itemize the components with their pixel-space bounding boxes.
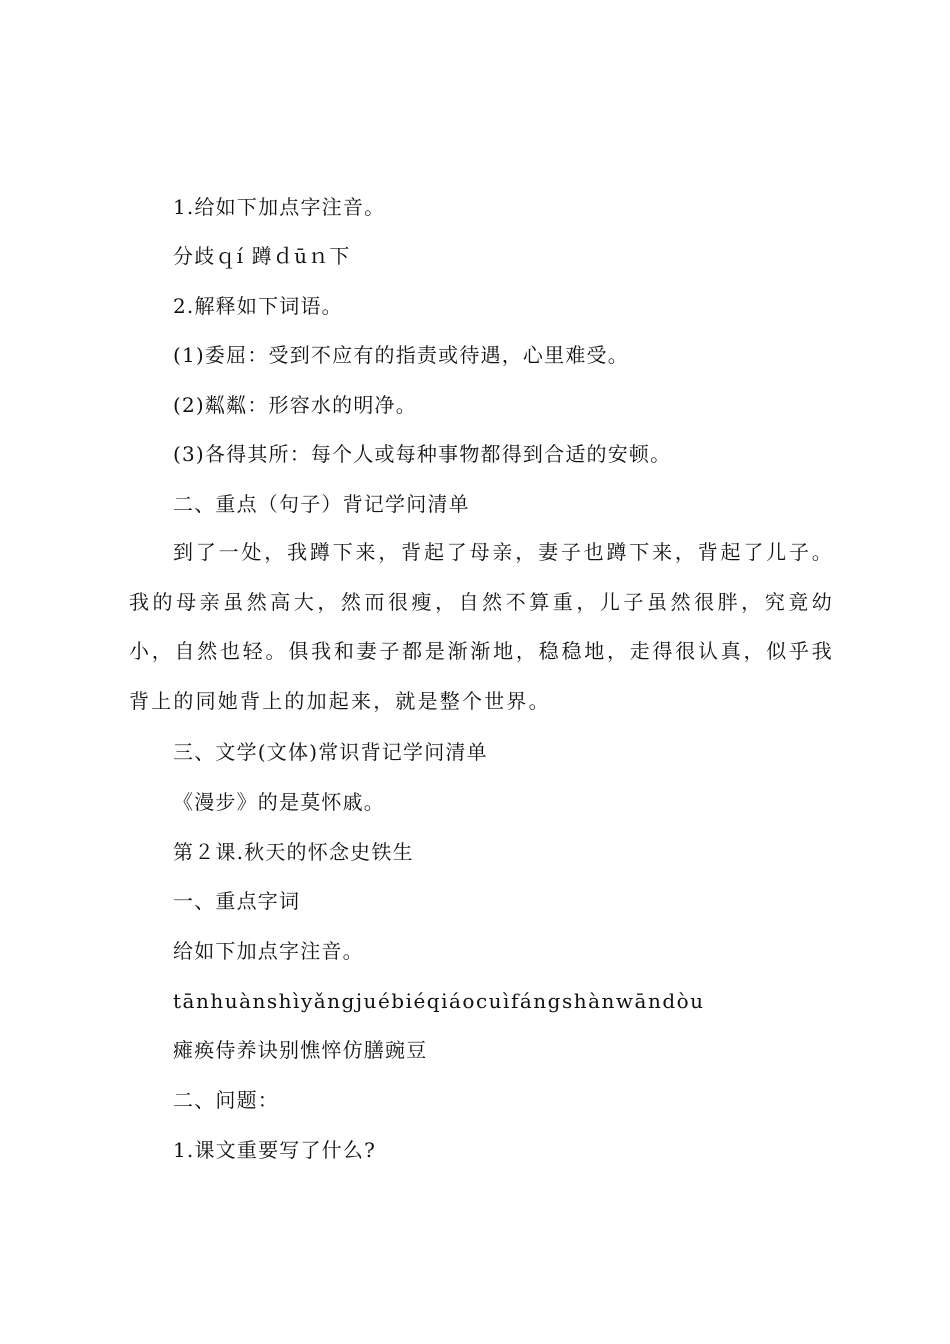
section-2-heading: 二、重点（句子）背记学问清单: [173, 492, 470, 516]
vocabulary-words: 瘫痪侍养诀别憔悴仿膳豌豆: [173, 1038, 428, 1062]
question-1-text: 1.课文重要写了什么?: [173, 1138, 377, 1162]
question-2-heading: 2.解释如下词语。: [173, 294, 343, 318]
definition-3: (3)各得其所：每个人或每种事物都得到合适的安顿。: [173, 442, 672, 466]
definition-1: (1)委屈：受到不应有的指责或待遇，心里难受。: [173, 343, 629, 367]
section-3-heading: 三、文学(文体)常识背记学问清单: [173, 740, 488, 764]
pronunciation-instruction: 给如下加点字注音。: [173, 939, 364, 963]
key-words-heading: 一、重点字词: [173, 889, 301, 913]
definition-2: (2)粼粼：形容水的明净。: [173, 393, 417, 417]
author-note: 《漫步》的是莫怀戚。: [173, 790, 385, 814]
pinyin-line: tānhuànshìyǎngjuébiéqiáocuìfángshànwāndòu: [173, 989, 705, 1013]
key-sentence-paragraph: 到了一处，我蹲下来，背起了母亲，妻子也蹲下来，背起了儿子。我的母亲虽然高大，然而很瘦，自然不算重，儿子虽然很胖，究竟幼小，自然也轻。俱我和妻子都是渐渐地，稳稳地，走得很认真，似乎我背上的同她背上的加起来，就是整个世界。: [129, 540, 834, 713]
lesson-2-title: 第２课.秋天的怀念史铁生: [173, 840, 414, 864]
pinyin-answer-line: 分歧ｑí 蹲ｄūｎ下: [173, 244, 351, 268]
question-1-heading: 1.给如下加点字注音。: [173, 195, 386, 219]
questions-heading: 二、问题：: [173, 1088, 279, 1112]
